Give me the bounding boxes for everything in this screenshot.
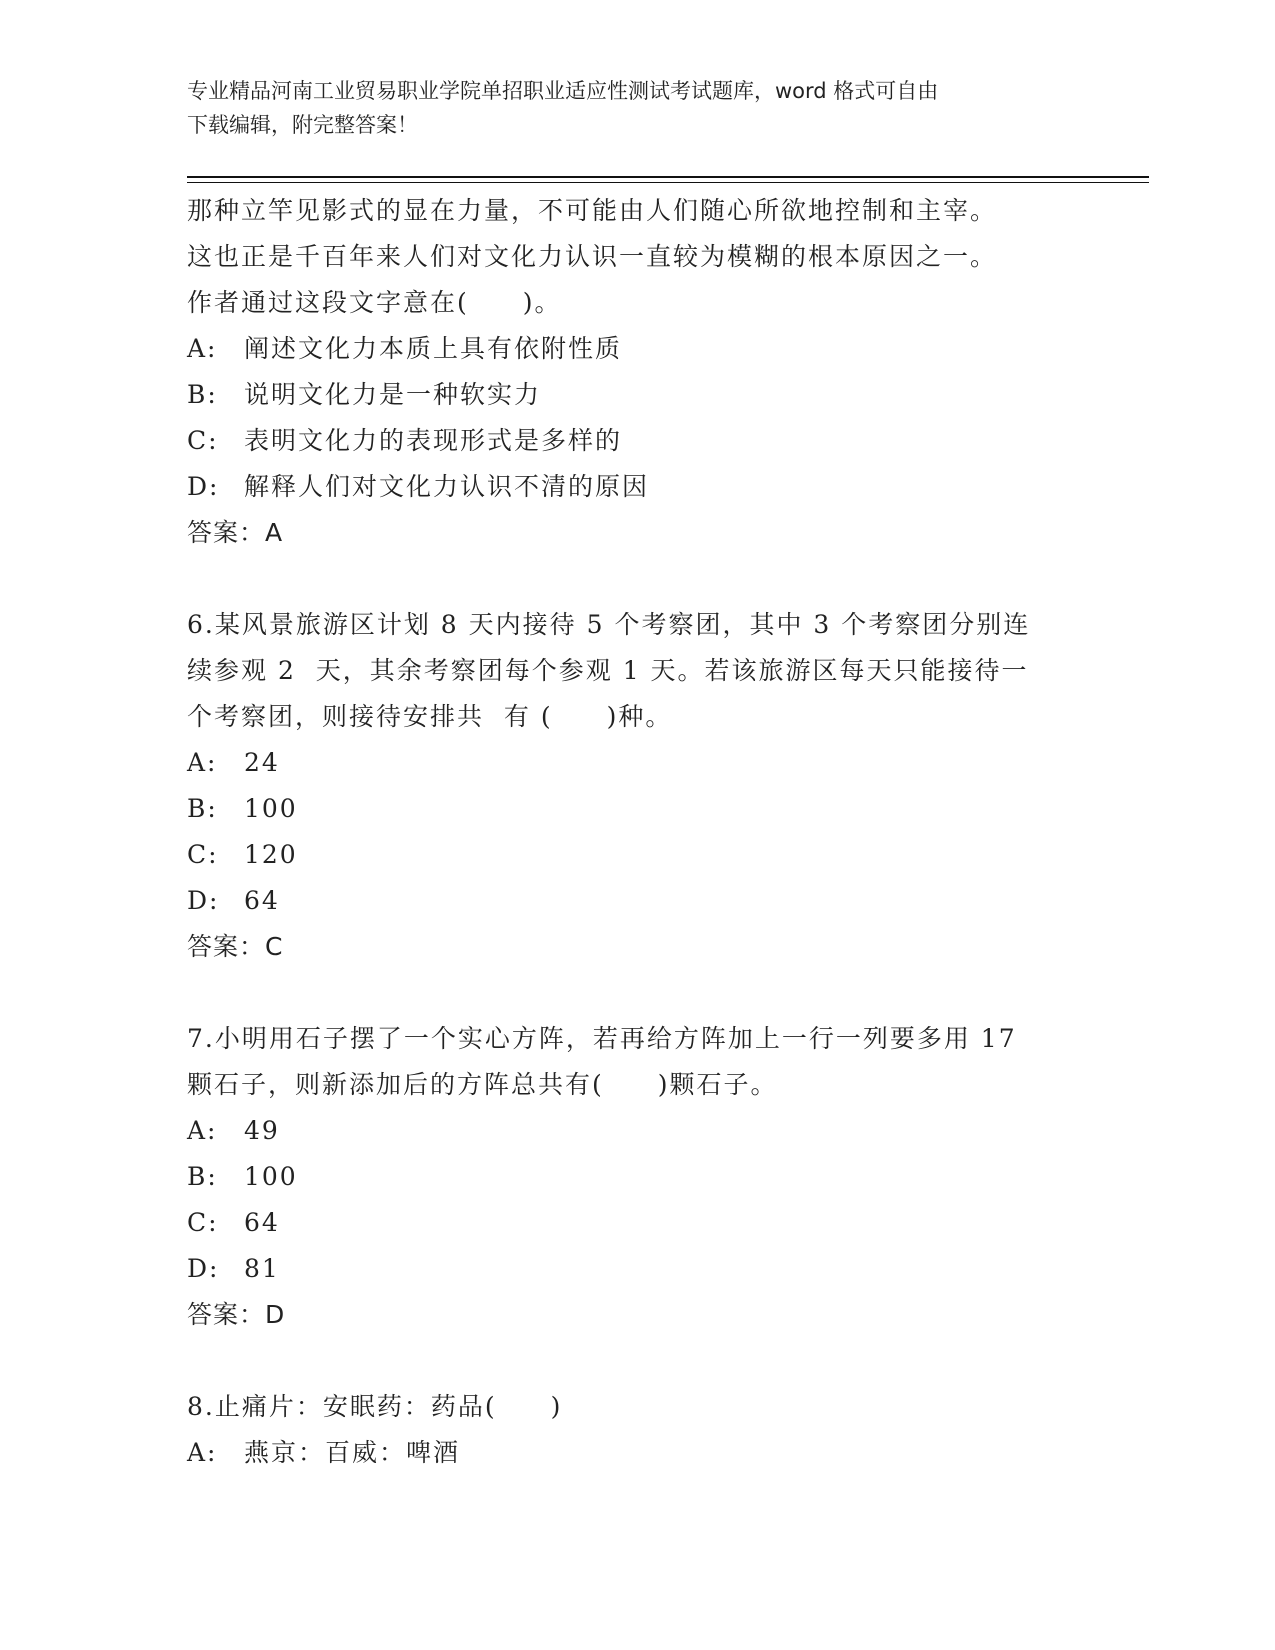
option-text: 81 bbox=[244, 1254, 280, 1283]
option-c bbox=[187, 832, 1087, 878]
option-text: 表明文化力的表现形式是多样的 bbox=[244, 426, 623, 455]
option-letter: D: bbox=[187, 1254, 220, 1283]
question-stem: 作者通过这段文字意在( )。 bbox=[187, 288, 562, 317]
question-6 bbox=[187, 602, 1087, 970]
option-d bbox=[187, 464, 1087, 510]
option-text: 燕京：百威：啤酒 bbox=[244, 1438, 461, 1467]
option-letter: A: bbox=[187, 748, 218, 777]
header-line-1: 专业精品河南工业贸易职业学院单招职业适应性测试考试题库，word 格式可自由 bbox=[187, 79, 939, 103]
spacer bbox=[187, 1338, 1087, 1384]
question-text-line: 续参观 2 天，其余考察团每个参观 1 天。若该旅游区每天只能接待一 bbox=[187, 656, 1029, 685]
option-letter: C: bbox=[187, 426, 219, 455]
option-text: 说明文化力是一种软实力 bbox=[244, 380, 542, 409]
option-letter: A: bbox=[187, 1116, 218, 1145]
question-7 bbox=[187, 1016, 1087, 1338]
question-text-line: 7.小明用石子摆了一个实心方阵，若再给方阵加上一行一列要多用 17 bbox=[187, 1024, 1017, 1053]
option-letter: A: bbox=[187, 1438, 218, 1467]
option-d bbox=[187, 1246, 1087, 1292]
header-rule-thick bbox=[187, 176, 1149, 178]
option-d bbox=[187, 878, 1087, 924]
option-letter: B: bbox=[187, 1162, 218, 1191]
option-text: 49 bbox=[244, 1116, 280, 1145]
option-a bbox=[187, 740, 1087, 786]
option-letter: D: bbox=[187, 472, 220, 501]
option-letter: C: bbox=[187, 1208, 219, 1237]
option-text: 100 bbox=[244, 1162, 298, 1191]
question-8 bbox=[187, 1384, 1087, 1476]
document-body bbox=[187, 188, 1087, 1476]
option-text: 阐述文化力本质上具有依附性质 bbox=[244, 334, 623, 363]
option-text: 100 bbox=[244, 794, 298, 823]
question-5-tail bbox=[187, 188, 1087, 556]
answer-key: 答案：D bbox=[187, 1300, 286, 1329]
spacer bbox=[187, 556, 1087, 602]
option-text: 64 bbox=[244, 886, 280, 915]
question-text-line: 那种立竿见影式的显在力量，不可能由人们随心所欲地控制和主宰。 bbox=[187, 196, 998, 225]
option-text: 120 bbox=[244, 840, 298, 869]
option-letter: B: bbox=[187, 794, 218, 823]
option-letter: B: bbox=[187, 380, 218, 409]
option-letter: A: bbox=[187, 334, 218, 363]
option-letter: D: bbox=[187, 886, 220, 915]
option-text: 解释人们对文化力认识不清的原因 bbox=[244, 472, 650, 501]
spacer bbox=[187, 970, 1087, 1016]
question-text-line: 这也正是千百年来人们对文化力认识一直较为模糊的根本原因之一。 bbox=[187, 242, 998, 271]
option-c bbox=[187, 418, 1087, 464]
question-text-line: 个考察团，则接待安排共 有 ( )种。 bbox=[187, 702, 673, 731]
answer-key: 答案：C bbox=[187, 932, 284, 961]
option-text: 24 bbox=[244, 748, 280, 777]
question-text-line: 颗石子，则新添加后的方阵总共有( )颗石子。 bbox=[187, 1070, 778, 1099]
option-b bbox=[187, 372, 1087, 418]
question-text-line: 6.某风景旅游区计划 8 天内接待 5 个考察团，其中 3 个考察团分别连 bbox=[187, 610, 1031, 639]
option-letter: C: bbox=[187, 840, 219, 869]
answer-key: 答案：A bbox=[187, 518, 284, 547]
question-text-line: 8.止痛片：安眠药：药品( ) bbox=[187, 1392, 563, 1421]
option-b bbox=[187, 1154, 1087, 1200]
header-line-2: 下载编辑，附完整答案！ bbox=[187, 113, 418, 137]
option-text: 64 bbox=[244, 1208, 280, 1237]
option-c bbox=[187, 1200, 1087, 1246]
option-a bbox=[187, 1430, 1087, 1476]
header-rule-thin bbox=[187, 182, 1149, 183]
option-a bbox=[187, 1108, 1087, 1154]
page-header bbox=[187, 74, 1077, 142]
option-a bbox=[187, 326, 1087, 372]
option-b bbox=[187, 786, 1087, 832]
